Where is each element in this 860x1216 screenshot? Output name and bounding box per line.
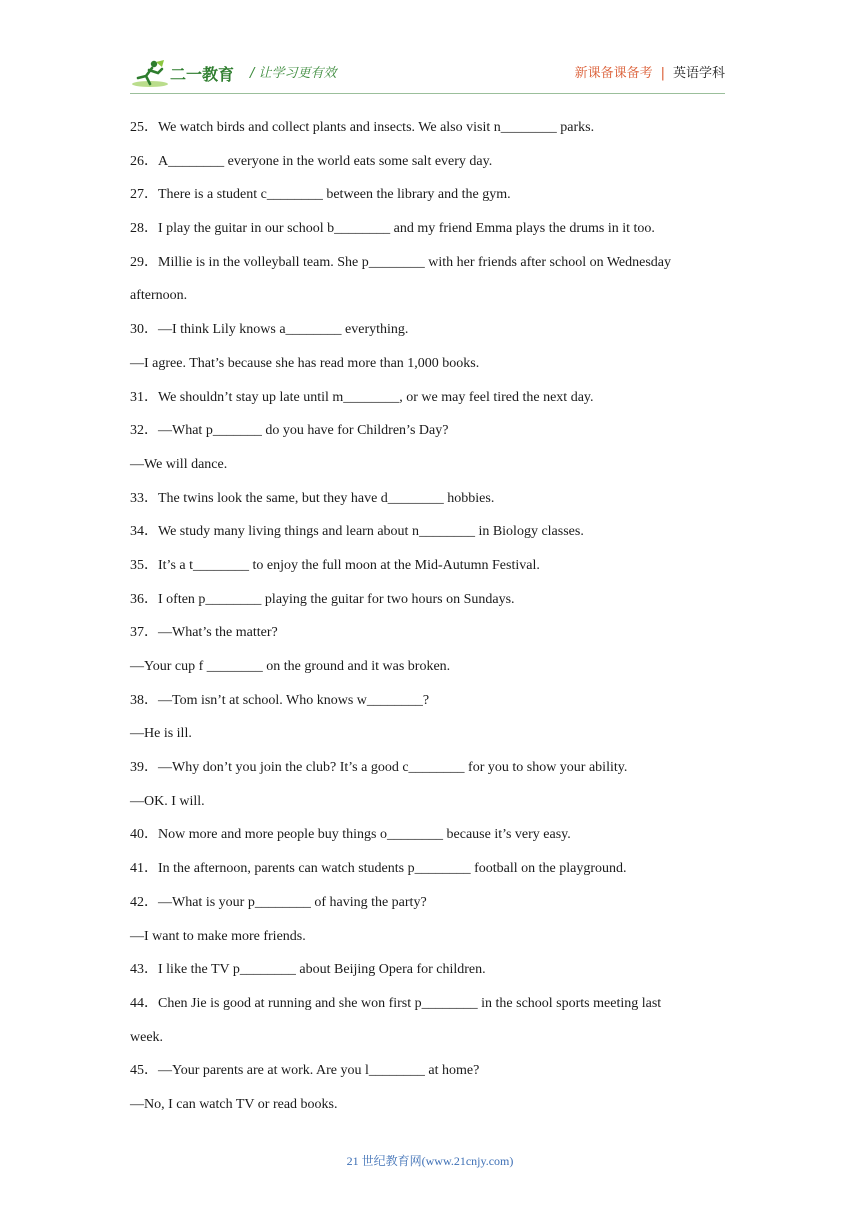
slogan: / 让学习更有效 <box>250 66 337 81</box>
question-line: 28．I play the guitar in our school b________ and my friend Emma plays the drums in it too. <box>130 221 655 237</box>
question-line: 27．There is a student c________ between the library and the gym. <box>130 187 511 203</box>
question-line: 40．Now more and more people buy things o________ because it’s very easy. <box>130 827 571 843</box>
question-line: 38．—Tom isn’t at school. Who knows w________? <box>130 692 430 708</box>
question-line: 42．—What is your p________ of having the party? <box>130 894 427 910</box>
header-subject: 英语学科 <box>672 66 725 81</box>
header-right <box>575 62 725 81</box>
question-line: 30．—I think Lily knows a________ everything. <box>130 322 409 338</box>
question-line: —I agree. That’s because she has read more than 1,000 books. <box>130 355 480 371</box>
question-line: 32．—What p_______ do you have for Children’s Day? <box>130 423 449 439</box>
page-header <box>130 54 725 94</box>
question-line: 29．Millie is in the volleyball team. She p________ with her friends after school on Wednesday <box>130 254 672 270</box>
question-line: 36．I often p________ playing the guitar for two hours on Sundays. <box>130 591 515 607</box>
question-list <box>130 111 725 1122</box>
question-line: 43．I like the TV p________ about Beijing Opera for children. <box>130 962 486 978</box>
question-line: —I want to make more friends. <box>130 928 306 944</box>
question-line: 45．—Your parents are at work. Are you l________ at home? <box>130 1063 480 1079</box>
question-line: —No, I can watch TV or read books. <box>130 1096 338 1112</box>
logo-text: 二一教育 <box>170 65 235 84</box>
question-line: —OK. I will. <box>130 793 205 809</box>
question-line: 33．The twins look the same, but they have d________ hobbies. <box>130 490 495 506</box>
question-line: —Your cup f ________ on the ground and it was broken. <box>130 659 451 674</box>
header-divider <box>130 93 725 94</box>
question-line: 41．In the afternoon, parents can watch students p________ football on the playground. <box>130 861 627 877</box>
question-line: 25．We watch birds and collect plants and insects. We also visit n________ parks. <box>130 120 595 135</box>
page-footer[interactable]: 21 世纪教育网(www.21cnjy.com) <box>346 1154 514 1168</box>
question-line: 35．It’s a t________ to enjoy the full moon at the Mid-Autumn Festival. <box>130 557 540 573</box>
question-line: 26．A________ everyone in the world eats some salt every day. <box>130 153 493 169</box>
question-line: —He is ill. <box>130 726 192 742</box>
question-line: —We will dance. <box>130 456 228 472</box>
question-line: 44．Chen Jie is good at running and she won first p________ in the school sports meeting last <box>130 995 662 1011</box>
question-line: 34．We study many living things and learn about n________ in Biology classes. <box>130 524 584 540</box>
header-category: 新课备课备考 <box>574 66 653 81</box>
header-separator: | <box>660 66 665 81</box>
question-line: week. <box>130 1029 164 1045</box>
question-line: 31．We shouldn’t stay up late until m________, or we may feel tired the next day. <box>130 389 594 405</box>
question-line: afternoon. <box>130 288 188 304</box>
question-line: 37．—What’s the matter? <box>130 625 278 641</box>
question-line: 39．—Why don’t you join the club? It’s a good c________ for you to show your ability. <box>130 760 628 776</box>
